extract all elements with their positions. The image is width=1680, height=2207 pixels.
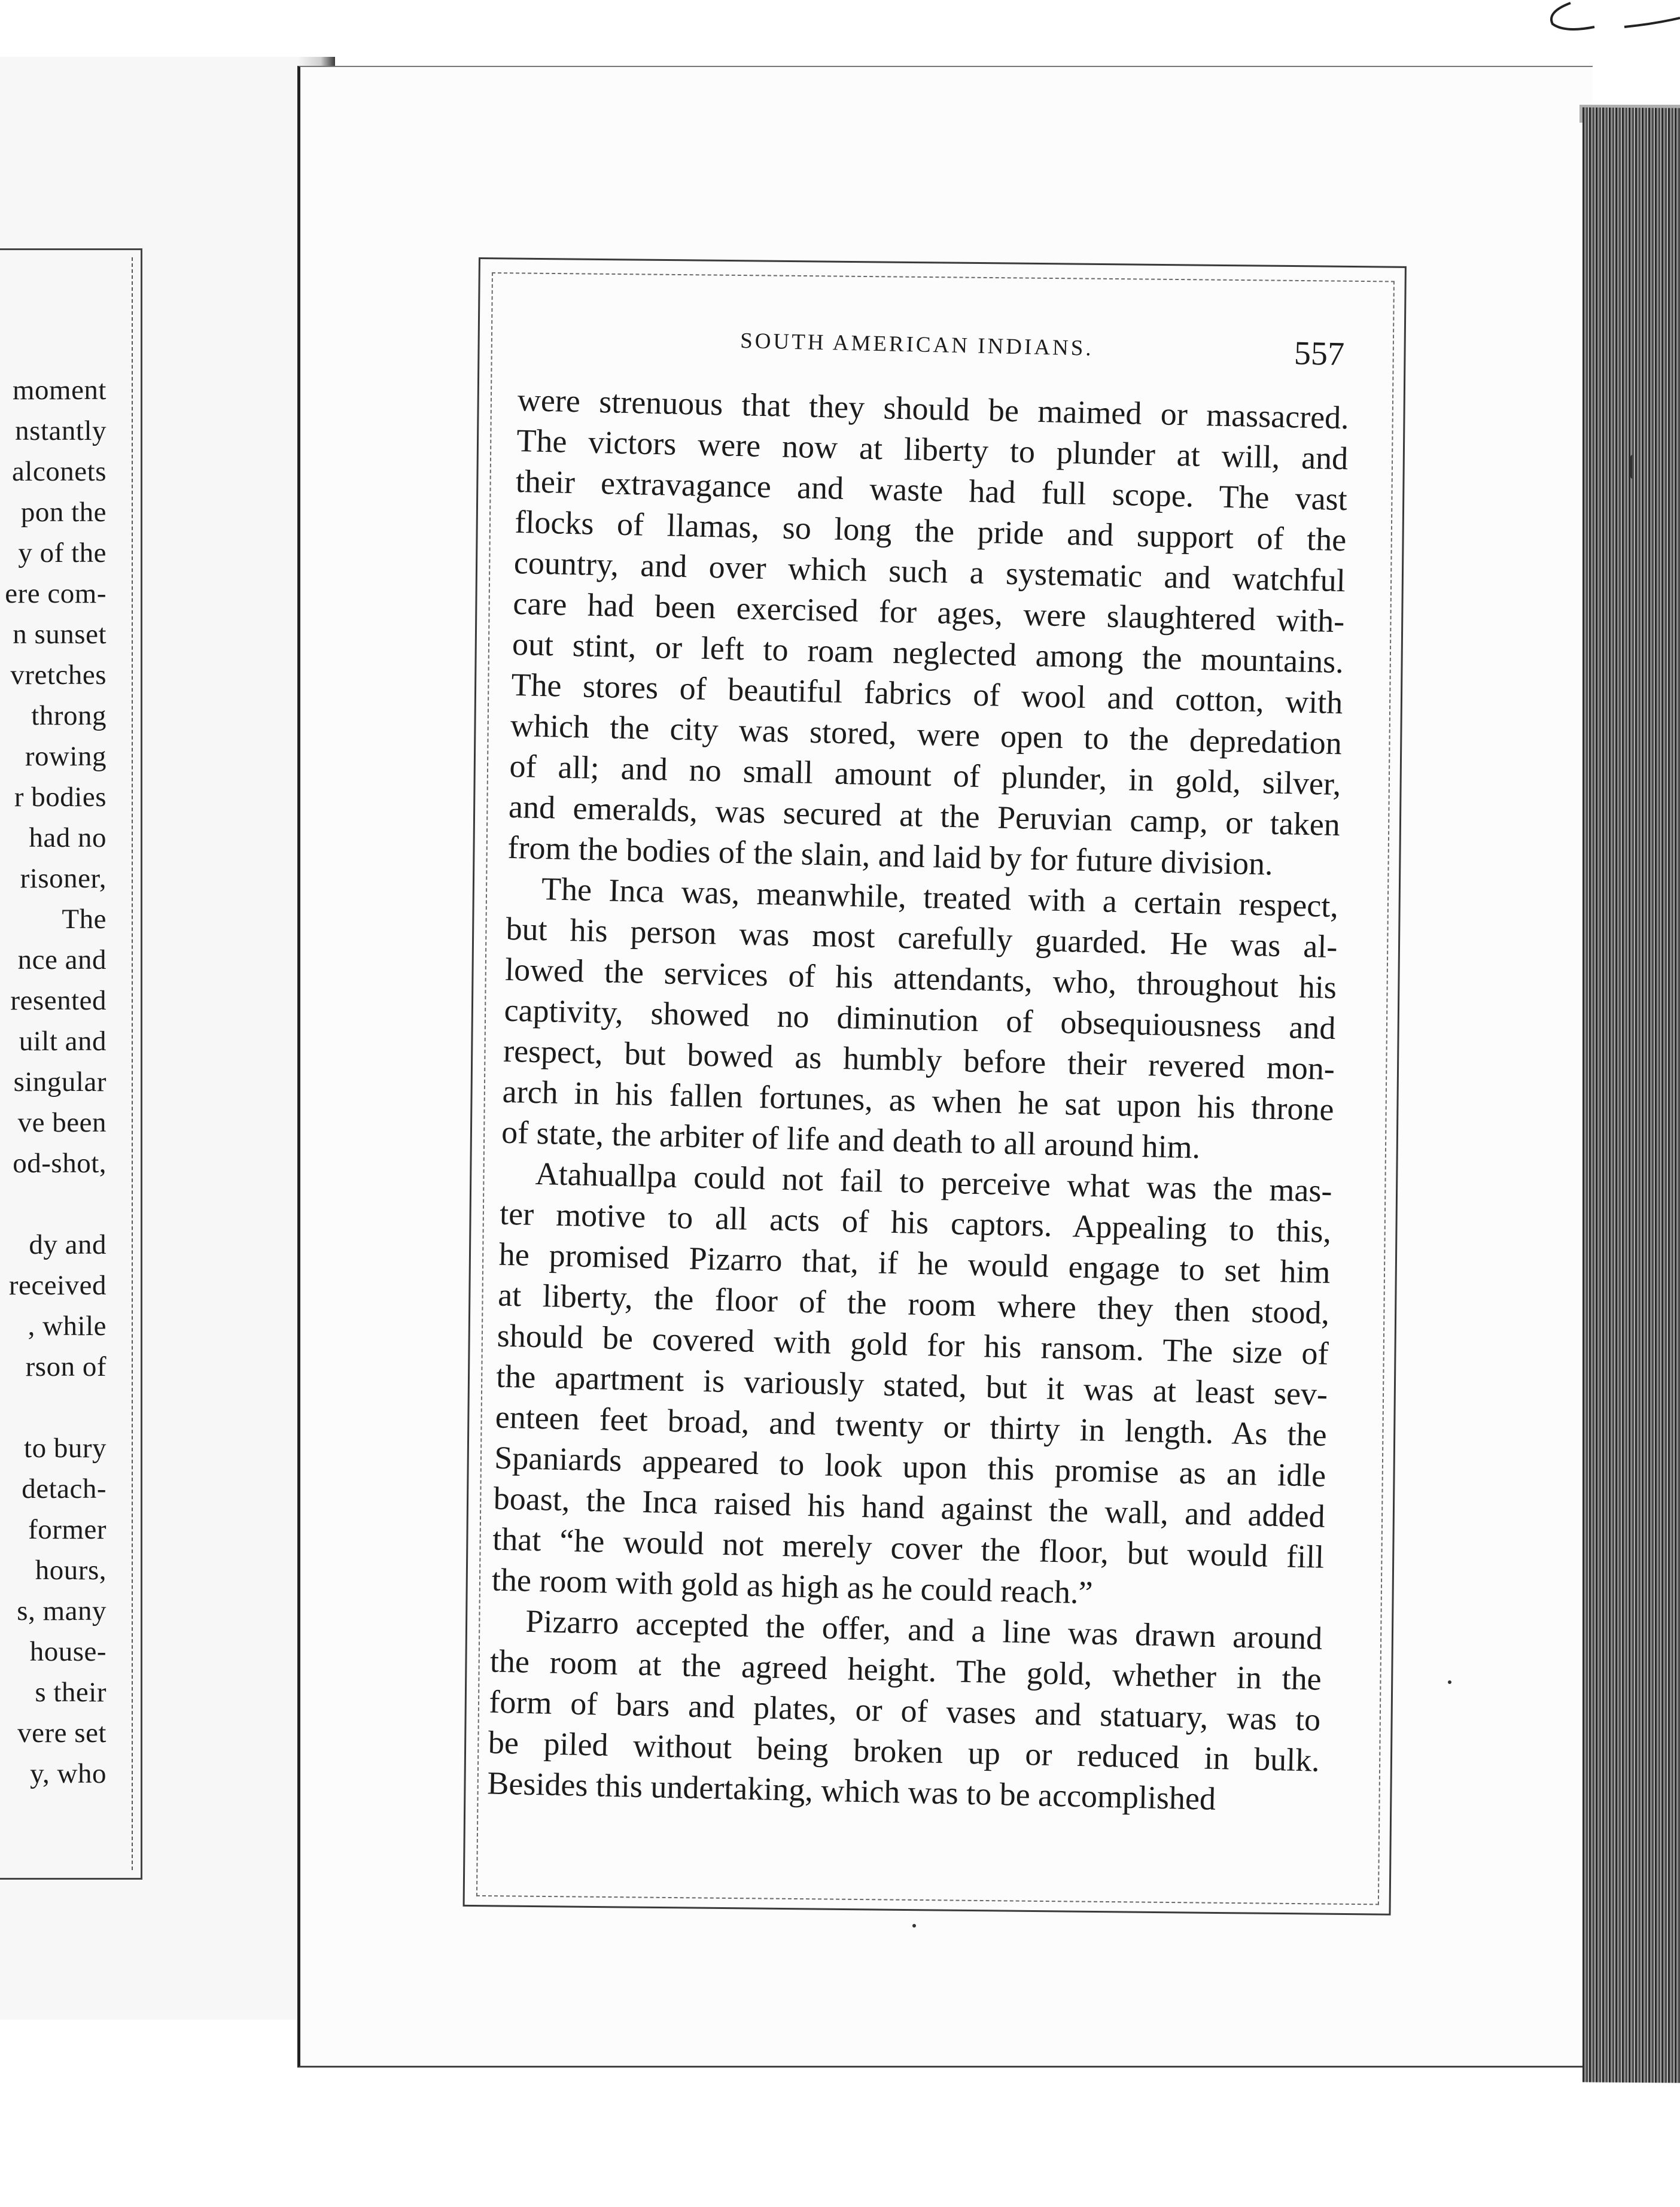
text-line: Besides this undertaking, which was to be accomplished	[486, 1765, 1216, 1817]
left-page-line: detach-	[22, 1473, 106, 1504]
left-page-line: ere com-	[5, 578, 106, 609]
text-line: form of bars and plates, or of vases and statuary, was to	[488, 1683, 1321, 1738]
left-page-line: ve been	[17, 1107, 106, 1138]
left-page-line: to bury	[24, 1433, 106, 1464]
text-line: Pizarro accepted the offer, and a line was drawn around	[525, 1603, 1323, 1656]
text-line: lowed the services of his attendants, who, throughout his	[504, 951, 1337, 1006]
left-page-line: nce and	[17, 944, 106, 975]
text-line: Atahuallpa could not fail to perceive what was the mas-	[535, 1155, 1333, 1209]
left-page-line: vretches	[10, 659, 106, 691]
left-page-line: pon the	[20, 497, 106, 528]
text-line: the apartment is variously stated, but it was at least sev-	[495, 1358, 1328, 1412]
margin-mark	[1630, 455, 1637, 479]
page-speck	[912, 1924, 916, 1928]
text-line: their extravagance and waste had full scope. The vast	[515, 463, 1348, 518]
left-page-line: rson of	[25, 1351, 106, 1382]
text-line: The victors were now at liberty to plunder at will, and	[516, 422, 1349, 477]
text-line: out stint, or left to roam neglected among the mountains.	[512, 625, 1344, 680]
text-line: the room at the agreed height. The gold, whether in the	[489, 1643, 1322, 1697]
text-line: of state, the arbiter of life and death to all around him.	[501, 1114, 1201, 1166]
paragraph	[501, 868, 1339, 1171]
left-page-line: The	[62, 904, 106, 935]
text-line: ter motive to all acts of his captors. Appealing to this,	[499, 1195, 1332, 1250]
left-page-line: uilt and	[19, 1026, 106, 1057]
page-fore-edge	[1582, 107, 1680, 2083]
left-page-line: s, many	[17, 1595, 106, 1627]
text-line: should be covered with gold for his ransom. The size of	[497, 1317, 1329, 1372]
text-line: and emeralds, was secured at the Peruvian camp, or taken	[508, 788, 1341, 843]
running-head-title: SOUTH AMERICAN INDIANS.	[739, 329, 1094, 361]
left-page-line: nstantly	[15, 415, 106, 446]
paragraph	[487, 1600, 1323, 1821]
left-page-line: throng	[31, 700, 106, 731]
page-speck	[1448, 1680, 1451, 1684]
left-page-line: vere set	[17, 1717, 106, 1749]
text-line: were strenuous that they should be maimed or massacred.	[517, 381, 1350, 436]
body-text	[487, 379, 1350, 1822]
left-page-line: r bodies	[14, 782, 106, 813]
text-line: that “he would not merely cover the floor, but would fill	[492, 1521, 1325, 1575]
text-line: country, and over which such a systematic and watchful	[513, 544, 1346, 599]
left-page-line: hours,	[35, 1555, 106, 1586]
left-page-line: s their	[35, 1677, 106, 1708]
text-line: but his person was most carefully guarded. He was al-	[506, 910, 1338, 965]
left-page-line	[0, 1184, 106, 1224]
left-page-line: rowing	[25, 741, 106, 772]
text-line: respect, but bowed as humbly before their revered mon-	[503, 1032, 1335, 1087]
text-line: The Inca was, meanwhile, treated with a certain respect,	[541, 871, 1339, 925]
paragraph	[491, 1153, 1332, 1618]
left-page-line	[0, 1387, 106, 1428]
text-line: care had been exercised for ages, were slaughtered with-	[512, 585, 1345, 640]
text-line: at liberty, the floor of the room where they then stood,	[497, 1276, 1330, 1331]
left-page-line: dy and	[29, 1229, 106, 1260]
left-page-line: risoner,	[20, 863, 106, 894]
left-page-line: house-	[29, 1636, 106, 1667]
page-text-block	[487, 317, 1351, 1822]
left-page-line: singular	[13, 1066, 106, 1098]
left-page-line: n sunset	[13, 619, 106, 650]
left-page-line: moment	[12, 375, 106, 406]
left-page-line: , while	[28, 1311, 106, 1342]
corner-pen-mark	[1541, 0, 1680, 54]
paragraph	[507, 379, 1349, 886]
text-line: arch in his fallen fortunes, as when he sat upon his throne	[502, 1073, 1335, 1128]
text-line: Spaniards appeared to look upon this promise as an idle	[494, 1439, 1326, 1494]
left-page-line: resented	[10, 985, 106, 1016]
text-line: boast, the Inca raised his hand against the wall, and added	[493, 1480, 1326, 1534]
left-page-line: y of the	[18, 537, 106, 569]
left-page-line: y, who	[30, 1758, 106, 1789]
left-page-line: alconets	[12, 456, 106, 487]
text-line: which the city was stored, were open to the depredation	[510, 707, 1343, 762]
text-line: be piled without being broken up or reduced in bulk.	[488, 1724, 1320, 1779]
left-page-text-fragments	[0, 370, 106, 1794]
text-line: of all; and no small amount of plunder, in gold, silver,	[509, 747, 1341, 802]
left-page-line: od-shot,	[13, 1148, 106, 1179]
text-line: The stores of beautiful fabrics of wool and cotton, with	[510, 666, 1343, 721]
text-line: he promised Pizarro that, if he would engage to set him	[498, 1236, 1331, 1290]
left-page-line: former	[28, 1514, 106, 1545]
text-line: the room with gold as high as he could reach.”	[491, 1561, 1094, 1611]
left-page-line: received	[8, 1270, 106, 1301]
text-line: captivity, showed no diminution of obsequiousness and	[504, 992, 1337, 1047]
text-line: flocks of llamas, so long the pride and support of the	[514, 503, 1347, 558]
text-line: enteen feet broad, and twenty or thirty in length. As the	[495, 1399, 1328, 1453]
left-page-line: had no	[29, 822, 106, 853]
text-line: from the bodies of the slain, and laid by for future division.	[507, 829, 1274, 882]
page-number: 557	[1294, 335, 1345, 373]
